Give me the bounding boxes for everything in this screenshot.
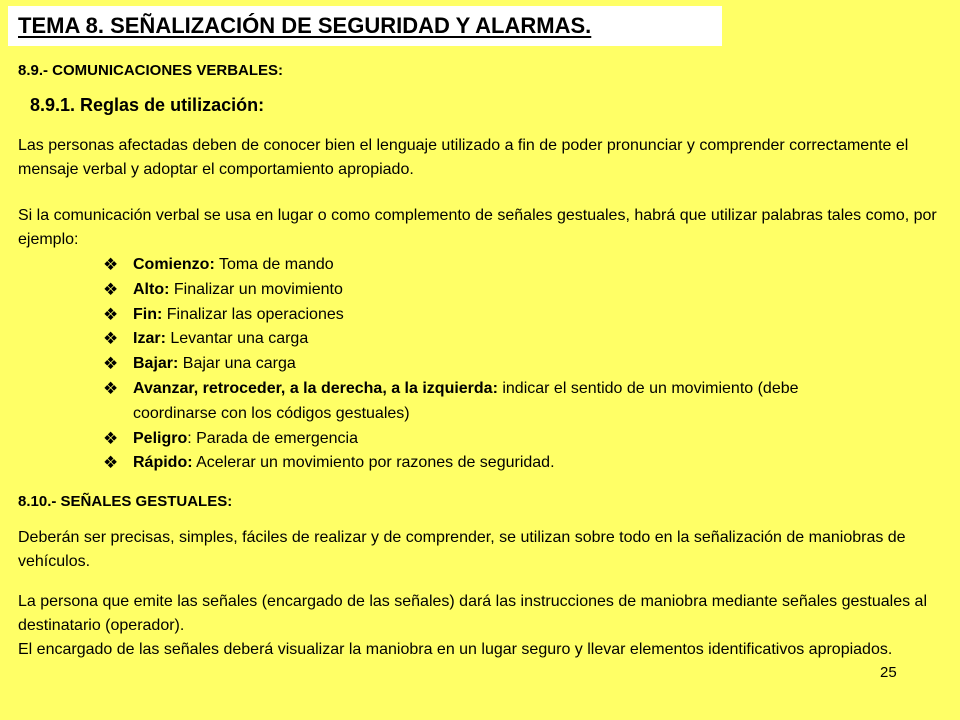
- command-term: Izar:: [133, 330, 166, 348]
- command-description: : Parada de emergencia: [187, 429, 359, 447]
- page-number: 25: [880, 664, 897, 681]
- list-item: [103, 253, 863, 278]
- list-item: [103, 377, 863, 427]
- list-item: [103, 352, 863, 377]
- slide-title: TEMA 8. SEÑALIZACIÓN DE SEGURIDAD Y ALARMAS.: [18, 13, 592, 38]
- section-heading-verbal-communications: 8.9.- COMUNICACIONES VERBALES:: [18, 62, 284, 79]
- command-term: Alto:: [133, 280, 170, 298]
- diamond-bullet-icon: ❖: [103, 428, 119, 448]
- list-item: [103, 327, 863, 352]
- list-item: [103, 427, 863, 452]
- paragraph-verbal-with-gestures: Si la comunicación verbal se usa en lugar o como complemento de señales gestuales, habrá que utilizar palabras tales como, por ejemplo:: [18, 207, 937, 248]
- command-description: Toma de mando: [214, 256, 334, 273]
- paragraph-signal-person: La persona que emite las señales (encargado de las señales) dará las instrucciones de maniobra mediante señales gestuales al destinatario (operador).: [18, 593, 927, 634]
- paragraph-language-knowledge: Las personas afectadas deben de conocer bien el lenguaje utilizado a fin de poder pronunciar y comprender correctamente el mensaje verbal y adoptar el comportamiento apropiado.: [18, 137, 909, 178]
- diamond-bullet-icon: ❖: [103, 255, 119, 274]
- command-term: Bajar:: [133, 355, 179, 373]
- command-term: Comienzo:: [133, 256, 215, 273]
- command-term: Peligro: [133, 429, 188, 447]
- diamond-bullet-icon: ❖: [103, 304, 119, 324]
- command-description: Finalizar las operaciones: [162, 305, 344, 323]
- command-term: Rápido:: [133, 454, 193, 472]
- command-term: Fin:: [133, 305, 163, 323]
- diamond-bullet-icon: ❖: [103, 453, 119, 473]
- command-description: Finalizar un movimiento: [169, 280, 343, 298]
- diamond-bullet-icon: ❖: [103, 279, 119, 299]
- section-heading-gestural-signals: 8.10.- SEÑALES GESTUALES:: [18, 493, 233, 510]
- command-description: Levantar una carga: [165, 330, 309, 348]
- paragraph-signal-person-safety: El encargado de las señales deberá visualizar la maniobra en un lugar seguro y llevar elementos identificativos apropiados.: [18, 641, 893, 658]
- list-item: [103, 451, 863, 476]
- diamond-bullet-icon: ❖: [103, 378, 119, 398]
- command-description: indicar el sentido de un movimiento (debe coordinarse con los códigos gestuales): [133, 379, 799, 422]
- command-description: Bajar una carga: [178, 355, 296, 373]
- verbal-commands-list: [103, 253, 863, 476]
- diamond-bullet-icon: ❖: [103, 354, 119, 374]
- diamond-bullet-icon: ❖: [103, 329, 119, 349]
- command-description: Acelerar un movimiento por razones de seguridad.: [192, 454, 555, 472]
- list-item: [103, 303, 863, 328]
- command-term: Avanzar, retroceder, a la derecha, a la izquierda:: [133, 379, 498, 397]
- list-item: [103, 278, 863, 303]
- paragraph-gesture-requirements: Deberán ser precisas, simples, fáciles de realizar y de comprender, se utilizan sobre todo en la señalización de maniobras de vehículos.: [18, 529, 906, 570]
- subsection-heading-usage-rules: 8.9.1. Reglas de utilización:: [30, 95, 265, 115]
